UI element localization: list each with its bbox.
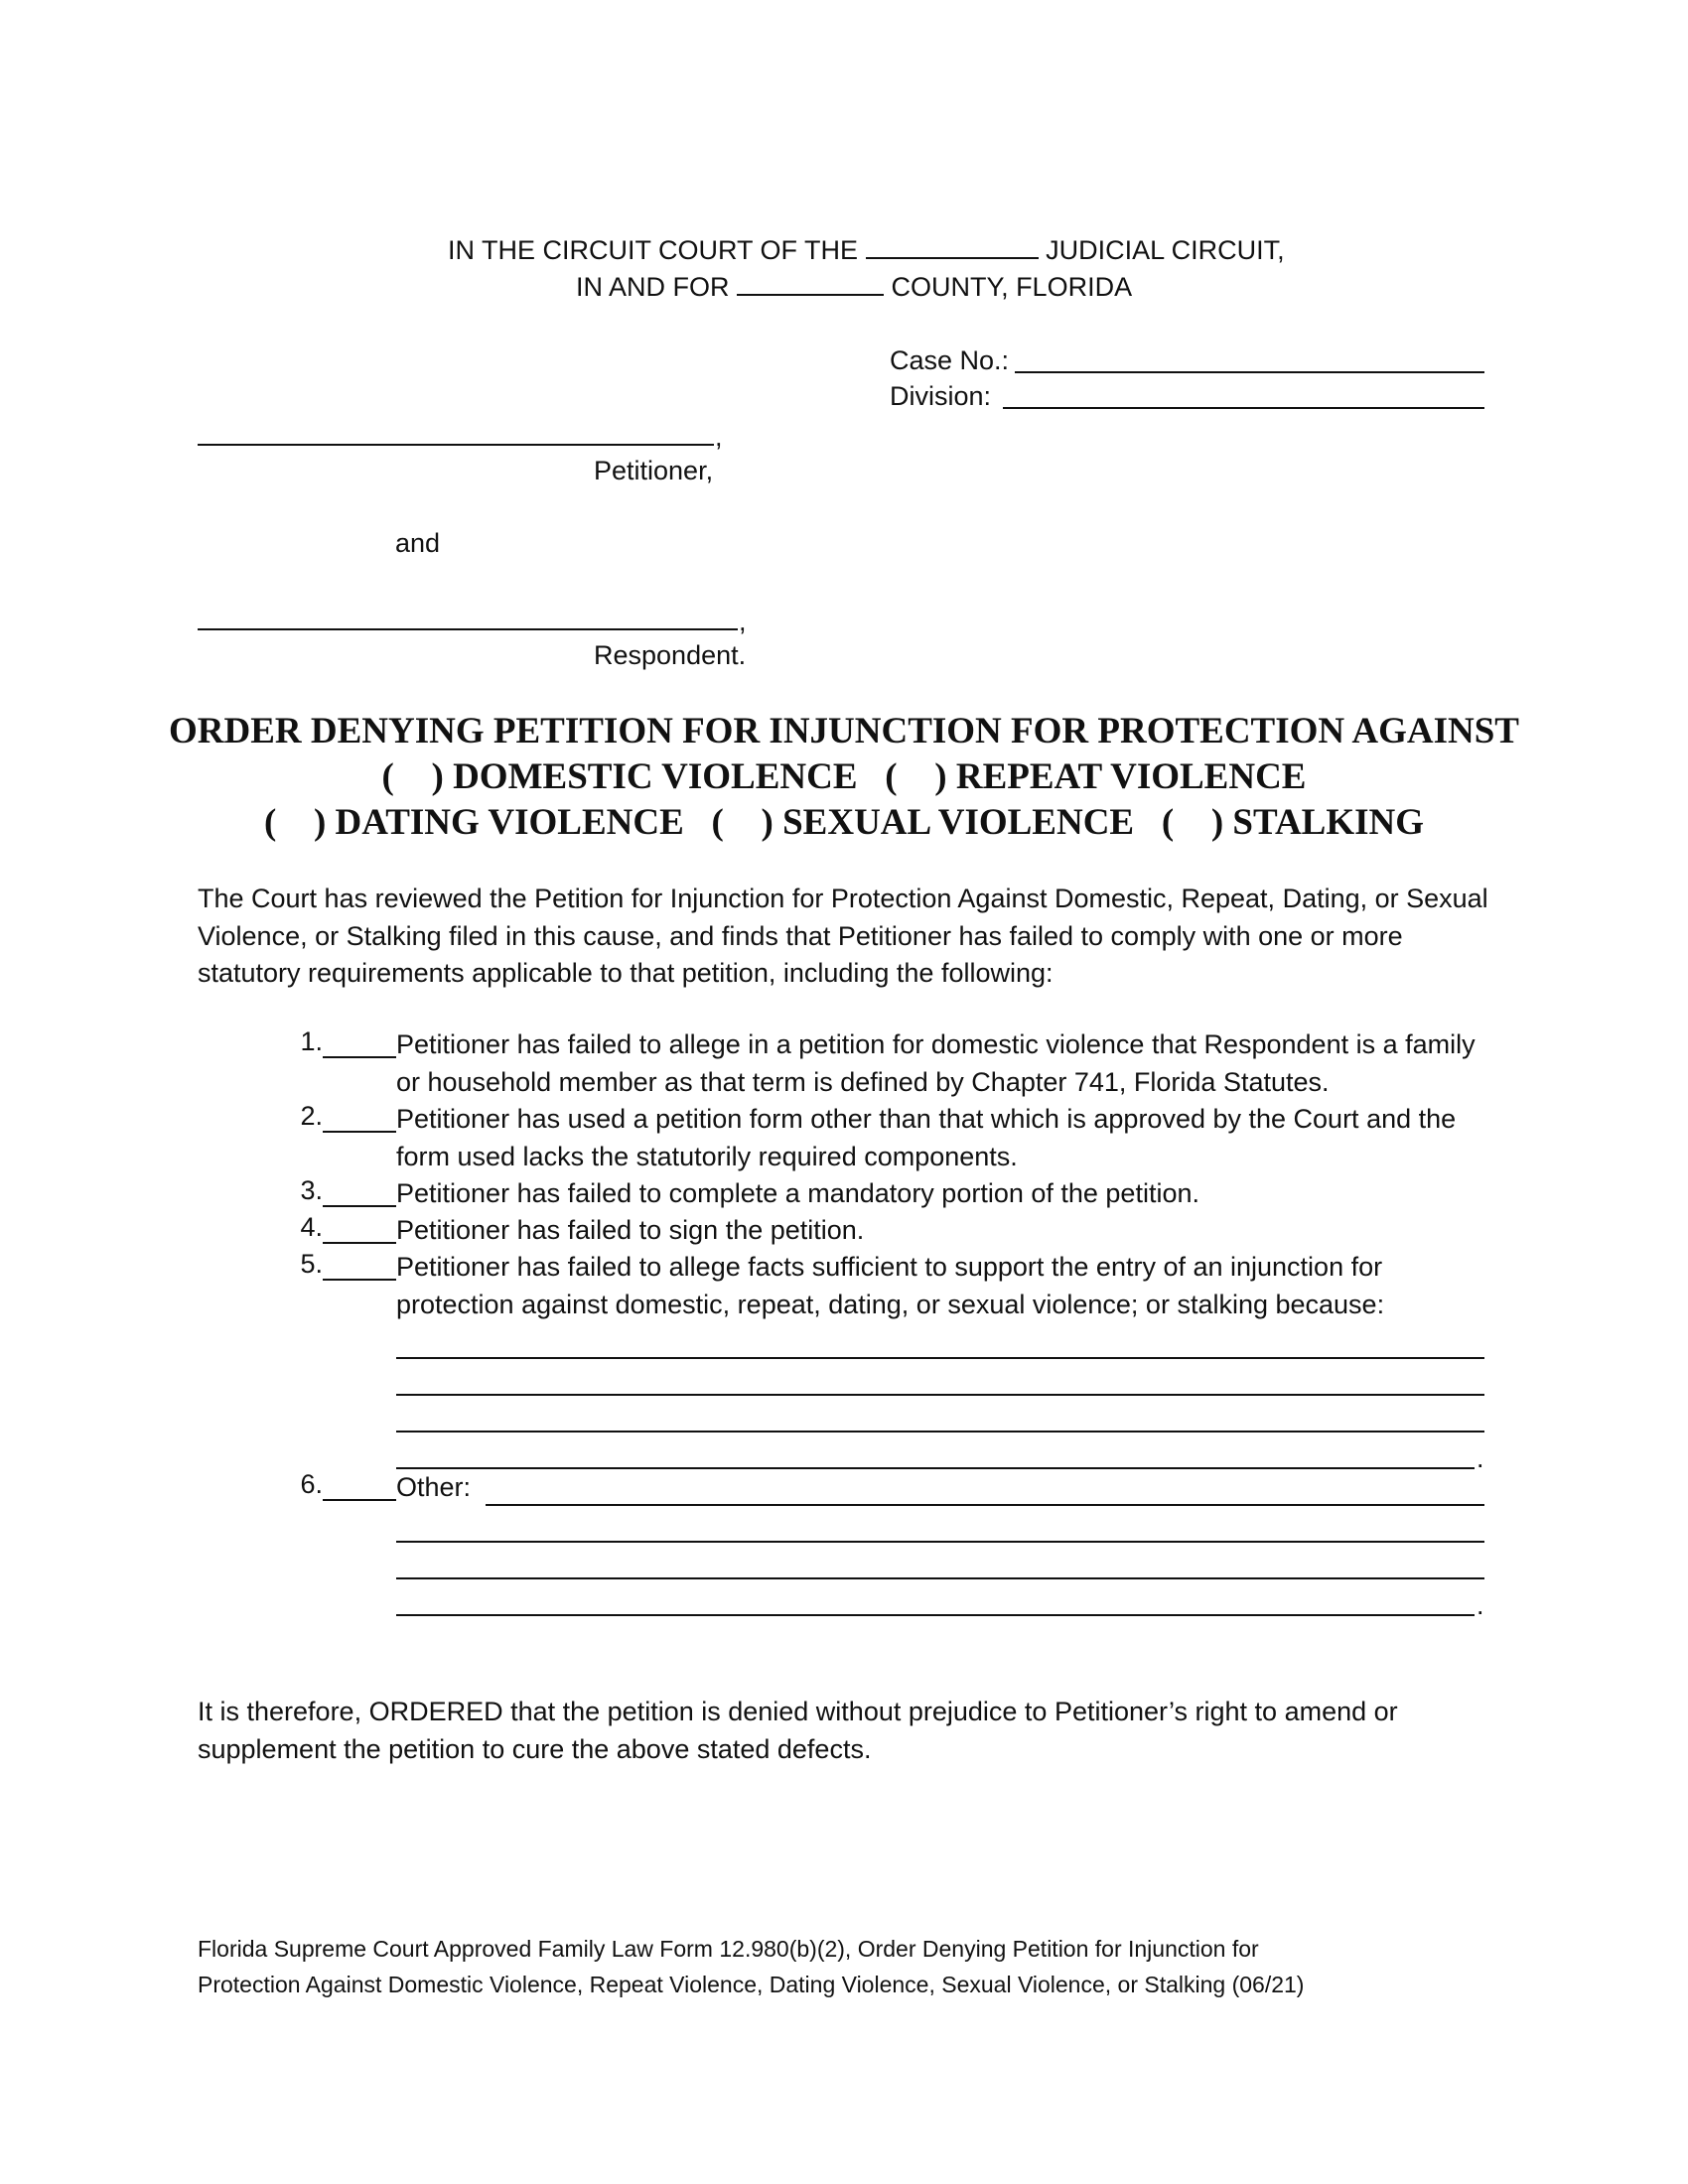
- finding-text: Petitioner has failed to allege in a petition for domestic violence that Respondent is a family or household member as that term is defined by Chapter 741, Florida Statutes.: [396, 1029, 1476, 1097]
- other-line[interactable]: [396, 1541, 1484, 1543]
- respondent-name-field[interactable]: [198, 628, 738, 630]
- and-label: and: [395, 528, 441, 558]
- other-line[interactable]: [396, 1614, 1475, 1616]
- finding-text: Petitioner has failed to complete a mandatory portion of the petition.: [396, 1178, 1199, 1208]
- division-label: Division:: [890, 381, 992, 411]
- sexual-violence-label: ) SEXUAL VIOLENCE: [761, 802, 1135, 843]
- order-title-line-1: ORDER DENYING PETITION FOR INJUNCTION FOR PROTECTION AGAINST: [169, 711, 1519, 751]
- finding-number: 3.: [300, 1175, 323, 1205]
- petitioner-comma: ,: [715, 422, 723, 452]
- order-title-line-2: [0, 755, 1688, 798]
- intro-paragraph: The Court has reviewed the Petition for Injunction for Protection Against Domestic, Repeat, Dating, or Sexual Violence, or Stalking filed in this cause, and finds that Petitioner has failed to comply with one or more statutory requirements applicable to that petition, including the following:: [198, 884, 1488, 988]
- respondent-label: Respondent.: [594, 640, 747, 670]
- finding-text: Petitioner has failed to allege facts sufficient to support the entry of an injunction for protection against domestic, repeat, dating, or sexual violence; or stalking because:: [396, 1252, 1385, 1319]
- other-label: Other:: [396, 1472, 472, 1502]
- finding-number: 1.: [300, 1026, 323, 1056]
- finding-number: 2.: [300, 1101, 323, 1131]
- finding-check-blank[interactable]: [323, 1499, 396, 1501]
- court-header-prefix: IN THE CIRCUIT COURT OF THE: [448, 235, 859, 265]
- case-no-field[interactable]: [1015, 371, 1484, 373]
- case-no-label: Case No.:: [890, 345, 1010, 375]
- finding-number: 5.: [300, 1249, 323, 1279]
- finding-text: Petitioner has failed to sign the petition.: [396, 1215, 865, 1245]
- stalking-checkbox[interactable]: (: [1161, 802, 1175, 843]
- reason-line[interactable]: [396, 1431, 1484, 1433]
- respondent-comma: ,: [739, 607, 747, 636]
- county-prefix: IN AND FOR: [576, 272, 730, 302]
- other-period: .: [1477, 1590, 1484, 1620]
- footer-line-1: Florida Supreme Court Approved Family Law Form 12.980(b)(2), Order Denying Petition for Injunction for: [198, 1936, 1259, 1962]
- finding-check-blank[interactable]: [323, 1279, 396, 1281]
- dating-violence-checkbox[interactable]: (: [263, 802, 277, 843]
- other-line[interactable]: [486, 1504, 1484, 1506]
- court-header-line-1: [448, 231, 1285, 266]
- reason-period: .: [1477, 1443, 1484, 1473]
- repeat-violence-checkbox[interactable]: (: [885, 756, 898, 797]
- finding-check-blank[interactable]: [323, 1205, 396, 1207]
- order-title-line-3: [0, 801, 1688, 844]
- reason-line[interactable]: [396, 1394, 1484, 1396]
- footer-line-2: Protection Against Domestic Violence, Repeat Violence, Dating Violence, Sexual Violence, or Stalking (06/21): [198, 1972, 1305, 1997]
- other-line[interactable]: [396, 1577, 1484, 1579]
- repeat-violence-label: ) REPEAT VIOLENCE: [934, 756, 1307, 797]
- court-header-line-2: [576, 268, 1132, 303]
- finding-text: Petitioner has used a petition form other than that which is approved by the Court and the form used lacks the statutorily required components.: [396, 1104, 1457, 1171]
- finding-check-blank[interactable]: [323, 1056, 396, 1058]
- reason-line[interactable]: [396, 1357, 1484, 1359]
- finding-check-blank[interactable]: [323, 1131, 396, 1133]
- petitioner-name-field[interactable]: [198, 444, 714, 446]
- dating-violence-label: ) DATING VIOLENCE: [313, 802, 684, 843]
- county-suffix: COUNTY, FLORIDA: [891, 272, 1133, 302]
- order-paragraph: It is therefore, ORDERED that the petition is denied without prejudice to Petitioner’s right to amend or supplement the petition to cure the above stated defects.: [198, 1697, 1398, 1764]
- division-field[interactable]: [1003, 407, 1484, 409]
- finding-check-blank[interactable]: [323, 1242, 396, 1244]
- finding-number: 6.: [300, 1469, 323, 1499]
- sexual-violence-checkbox[interactable]: (: [711, 802, 724, 843]
- stalking-label: ) STALKING: [1210, 802, 1425, 843]
- judicial-circuit-blank[interactable]: [866, 231, 1039, 259]
- petitioner-label: Petitioner,: [594, 456, 714, 485]
- finding-number: 4.: [300, 1212, 323, 1242]
- reason-line[interactable]: [396, 1467, 1475, 1469]
- domestic-violence-label: ) DOMESTIC VIOLENCE: [431, 756, 858, 797]
- county-blank[interactable]: [737, 268, 884, 296]
- domestic-violence-checkbox[interactable]: (: [381, 756, 394, 797]
- court-header-suffix: JUDICIAL CIRCUIT,: [1046, 235, 1285, 265]
